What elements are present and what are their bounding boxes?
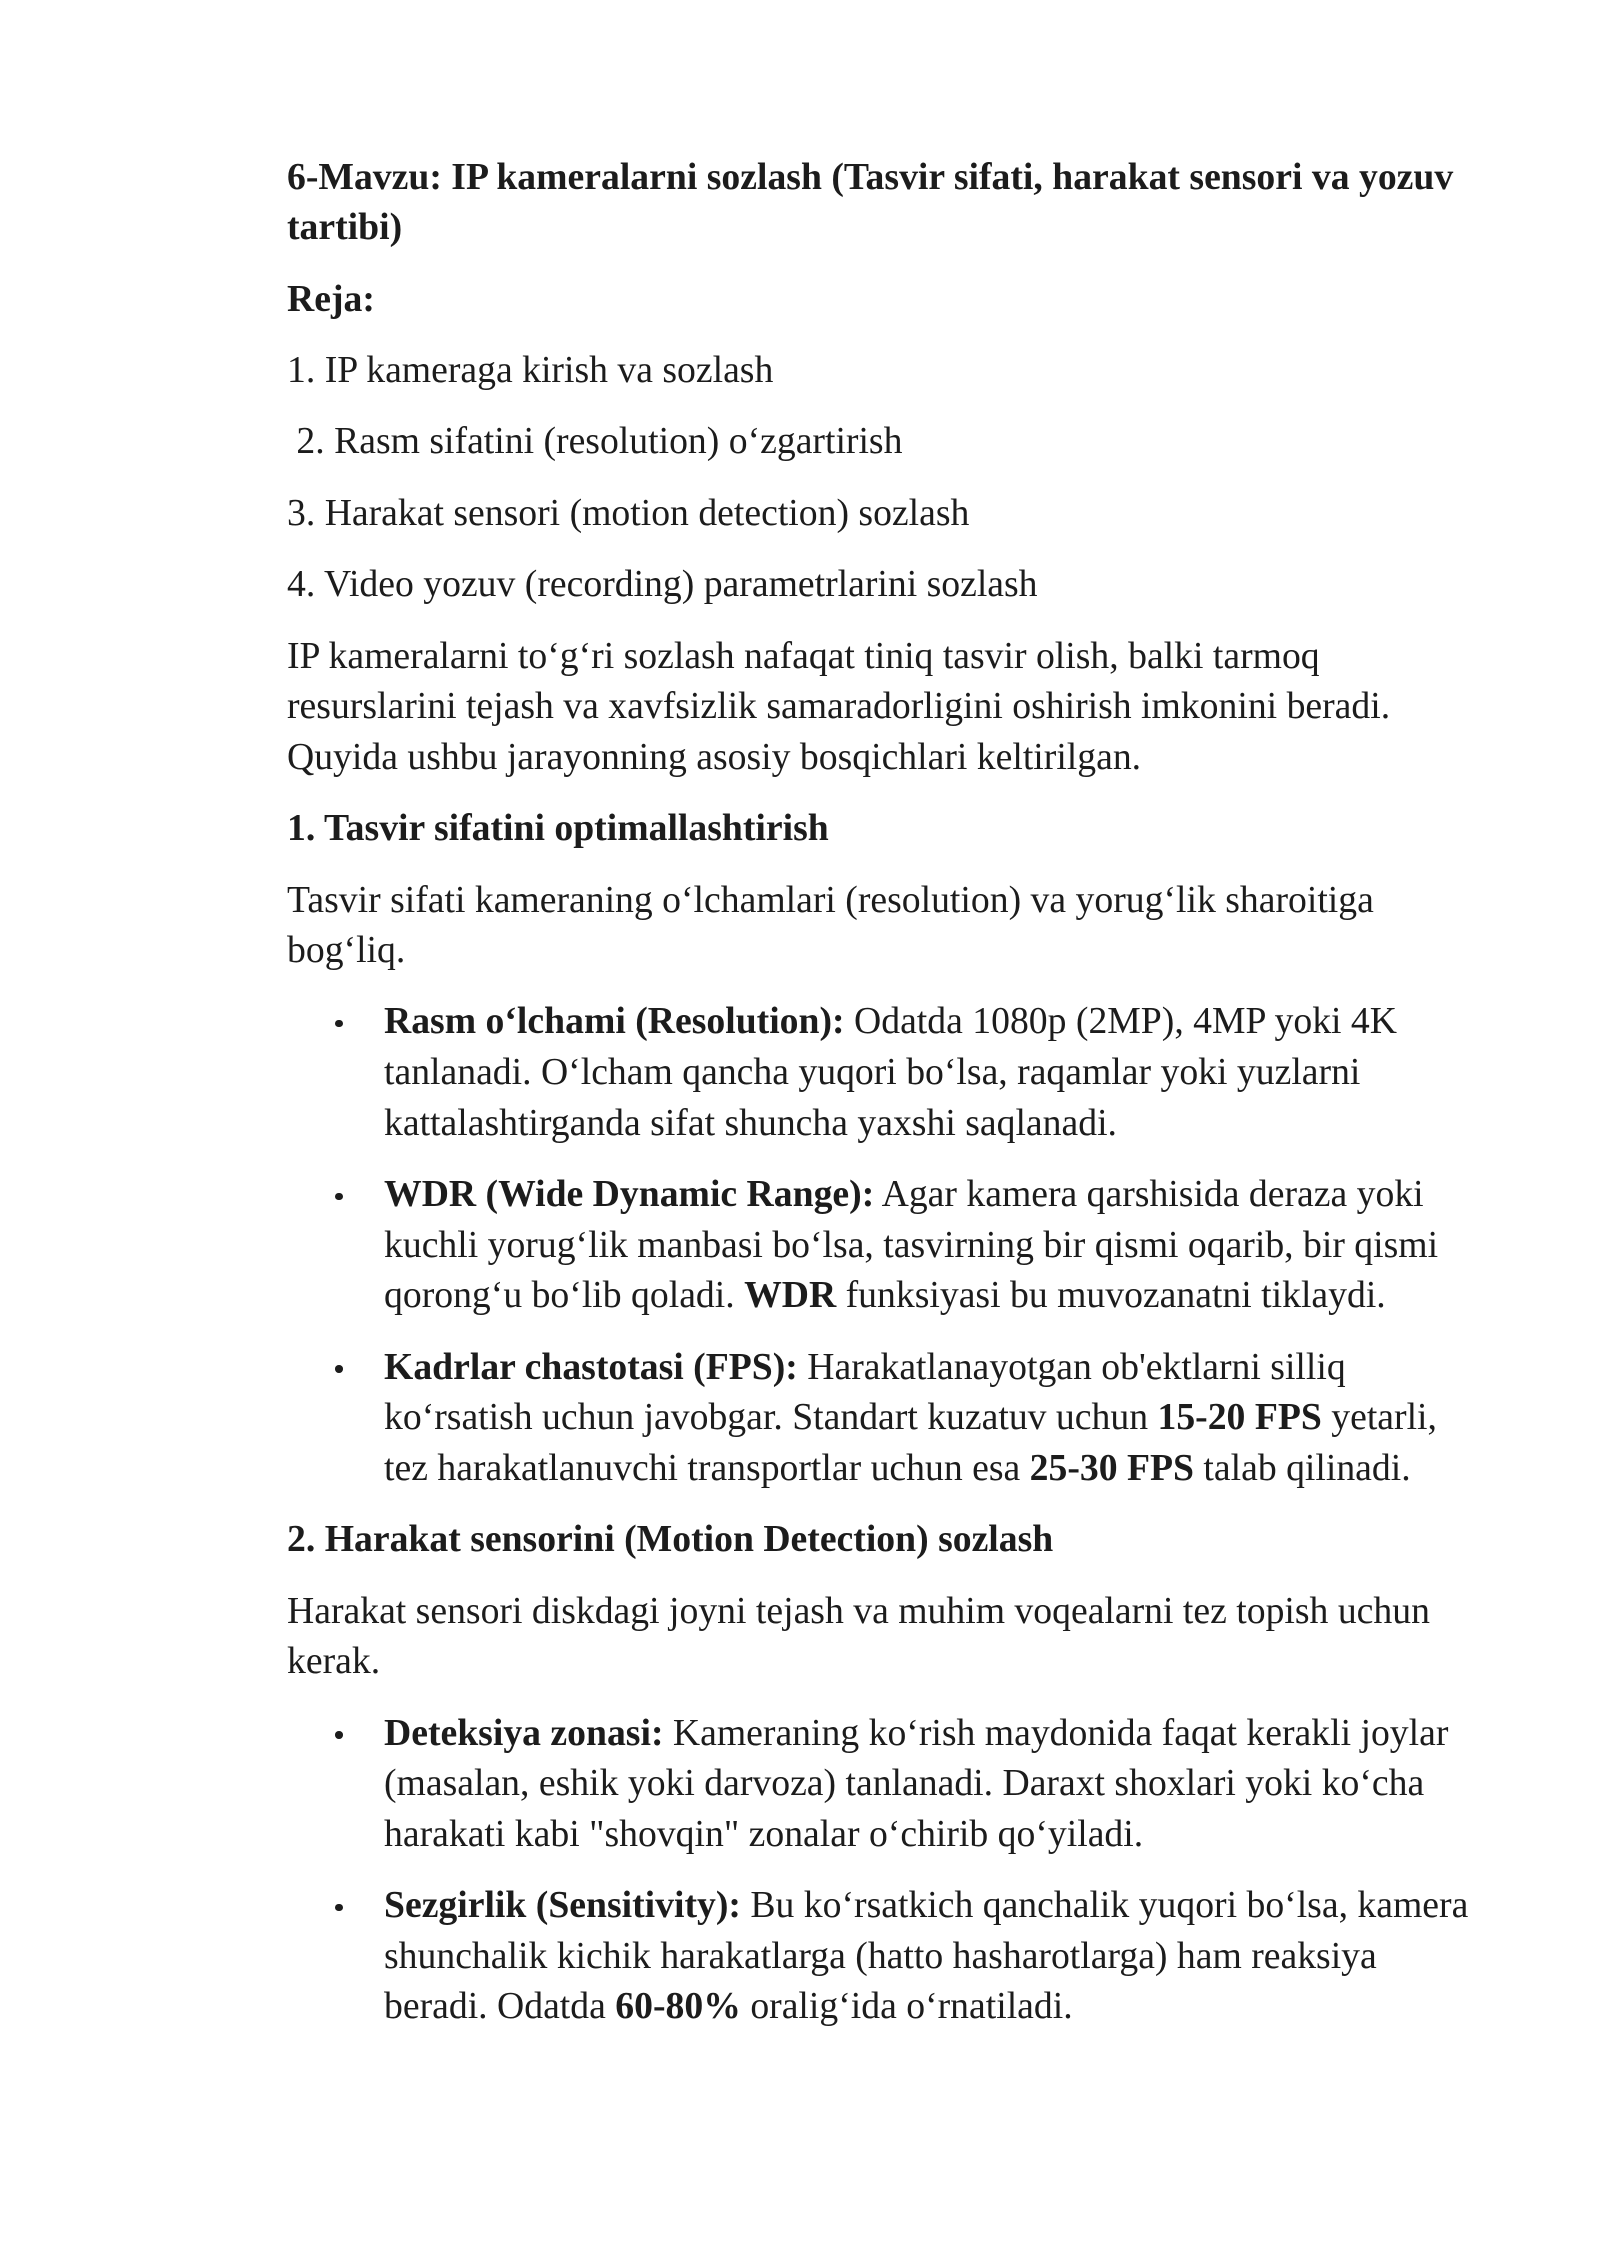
bold-text: WDR bbox=[744, 1274, 837, 1317]
plan-item: 1. IP kameraga kirish va sozlash bbox=[287, 348, 774, 391]
document-page bbox=[287, 152, 1480, 2053]
section-heading: 1. Tasvir sifatini optimallashtirish bbox=[287, 807, 829, 850]
document-title: 6-Mavzu: IP kameralarni sozlash (Tasvir sifati, harakat sensori va yozuv tartibi) bbox=[287, 155, 1454, 249]
bullet-term: Kadrlar chastotasi (FPS): bbox=[384, 1345, 798, 1388]
bullet-text: oralig‘ida o‘rnatiladi. bbox=[740, 1985, 1073, 2028]
bullet-term: Deteksiya zonasi: bbox=[384, 1711, 664, 1754]
plan-item: 3. Harakat sensori (motion detection) sozlash bbox=[287, 491, 970, 534]
bullet-icon bbox=[335, 1365, 343, 1373]
bullet-text: funksiyasi bu muvozanatni tiklaydi. bbox=[836, 1274, 1386, 1317]
bullet-text: yetarli, tez harakatlanuvchi transportlar uchun esa bbox=[384, 1396, 1437, 1489]
bullet-term: Rasm o‘lchami (Resolution): bbox=[384, 1000, 845, 1043]
bullet-list bbox=[287, 1708, 1480, 2032]
intro-paragraph: IP kameralarni to‘g‘ri sozlash nafaqat tiniq tasvir olish, balki tarmoq resurslarini tejash va xavfsizlik samaradorligini oshirish imkonini beradi. Quyida ushbu jarayonning asosiy bosqichlari keltirilgan. bbox=[287, 634, 1391, 778]
bullet-icon bbox=[335, 1193, 343, 1201]
section-lead: Tasvir sifati kameraning o‘lchamlari (resolution) va yorug‘lik sharoitiga bog‘liq. bbox=[287, 878, 1374, 972]
bullet-text: Harakatlanayotgan ob'ektlarni silliq ko‘rsatish uchun javobgar. Standart kuzatuv uchun bbox=[384, 1345, 1346, 1439]
bullet-term: Sezgirlik (Sensitivity): bbox=[384, 1884, 741, 1927]
bullet-item bbox=[384, 996, 1480, 1148]
bullet-item bbox=[384, 1708, 1480, 1860]
bullet-text: Kameraning ko‘rish maydonida faqat kerakli joylar (masalan, eshik yoki darvoza) tanlanadi. Daraxt shoxlari yoki ko‘cha harakati kabi "shovqin" zonalar o‘chirib qo‘yiladi. bbox=[384, 1711, 1449, 1855]
bullet-text: Agar kamera qarshisida deraza yoki kuchli yorug‘lik manbasi bo‘lsa, tasvirning bir qismi oqarib, bir qismi qorong‘u bo‘lib qoladi. bbox=[384, 1173, 1439, 1317]
bullet-text: Bu ko‘rsatkich qanchalik yuqori bo‘lsa, kamera shunchalik kichik harakatlarga (hatto hasharotlarga) ham reaksiya beradi. Odatda bbox=[384, 1884, 1469, 2028]
bullet-text: Odatda 1080p (2MP), 4MP yoki 4K tanlanadi. O‘lcham qancha yuqori bo‘lsa, raqamlar yoki yuzlarni kattalashtirganda sifat shuncha yaxshi saqlanadi. bbox=[384, 1000, 1397, 1144]
plan-item: 4. Video yozuv (recording) parametrlarini sozlash bbox=[287, 563, 1038, 606]
bullet-icon bbox=[335, 1020, 343, 1028]
bullet-icon bbox=[335, 1731, 343, 1739]
bullet-list bbox=[287, 996, 1480, 1493]
bullet-item bbox=[384, 1169, 1480, 1321]
bold-text: 15-20 FPS bbox=[1157, 1396, 1322, 1439]
section-lead: Harakat sensori diskdagi joyni tejash va muhim voqealarni tez topish uchun kerak. bbox=[287, 1589, 1430, 1683]
plan-heading: Reja: bbox=[287, 277, 375, 320]
section-heading: 2. Harakat sensorini (Motion Detection) sozlash bbox=[287, 1518, 1054, 1561]
bold-text: 60-80% bbox=[615, 1985, 741, 2028]
bullet-term: WDR (Wide Dynamic Range): bbox=[384, 1173, 875, 1216]
bullet-item bbox=[384, 1880, 1480, 2032]
plan-item: 2. Rasm sifatini (resolution) o‘zgartirish bbox=[287, 420, 903, 463]
bullet-text: talab qilinadi. bbox=[1194, 1446, 1411, 1489]
bold-text: 25-30 FPS bbox=[1029, 1446, 1194, 1489]
bullet-icon bbox=[335, 1904, 343, 1912]
bullet-item bbox=[384, 1342, 1480, 1494]
